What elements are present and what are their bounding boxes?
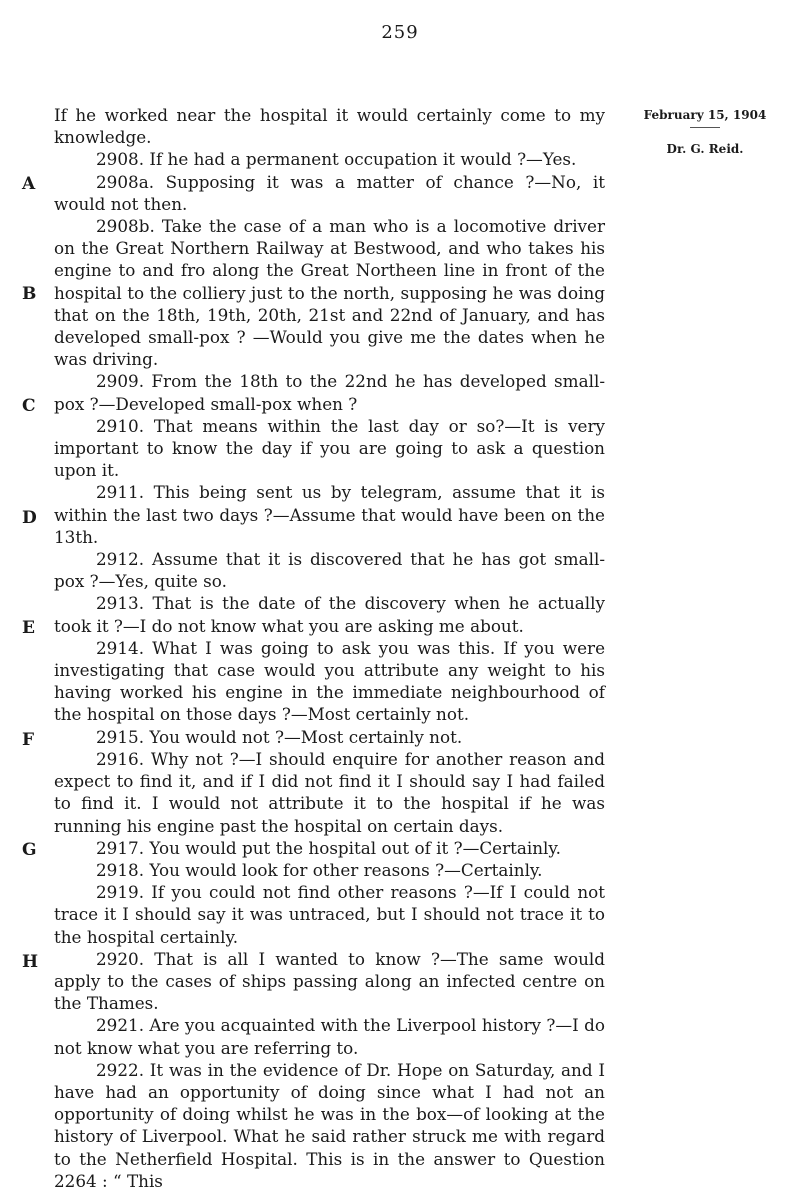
paragraph: 2911. This being sent us by telegram, assume that it is within the last two days ?—Assume that would have been on the 13th. xyxy=(54,482,605,547)
margin-letter-d: D xyxy=(22,508,37,528)
page-number: 259 xyxy=(381,22,419,43)
paragraph: 2914. What I was going to ask you was this. If you were investigating that case would you attribute any weight to his having worked his engine in the immediate neighbourhood of the hospital on those days ?—Most certainly not. xyxy=(54,637,605,725)
margin-letter-b: B xyxy=(22,284,37,304)
margin-letter-h: H xyxy=(22,952,39,972)
margin-letter-g: G xyxy=(22,840,37,860)
paragraph: 2917. You would put the hospital out of it ?—Certainly. xyxy=(96,837,562,858)
sidebar-divider xyxy=(690,127,720,128)
paragraph: 2916. Why not ?—I should enquire for another reason and expect to find it, and if I did not find it I should say I had failed to find it. I would not attribute it to the hospital if he was running his engine past the hospital on certain days. xyxy=(54,748,605,836)
paragraph: 2921. Are you acquainted with the Liverpool history ?—I do not know what you are referring to. xyxy=(54,1015,605,1058)
paragraph: 2920. That is all I wanted to know ?—The same would apply to the cases of ships passing along an infected centre on the Thames. xyxy=(54,948,605,1014)
paragraph: 2908. If he had a permanent occupation it would ?—Yes. xyxy=(96,149,577,170)
sidebar-date: February 15, 1904 xyxy=(643,108,767,122)
sidebar-witness: Dr. G. Reid. xyxy=(666,142,744,156)
paragraph: 2913. That is the date of the discovery when he actually took it ?—I do not know what you are asking me about. xyxy=(54,593,605,636)
paragraph: 2915. You would not ?—Most certainly not. xyxy=(96,726,463,747)
margin-letter-c: C xyxy=(22,396,36,416)
paragraph: 2922. It was in the evidence of Dr. Hope on Saturday, and I have had an opportunity of doing since what I had not an opportunity of doing whilst he was in the box—of looking at the history of Liverpool. What he said rather struck me with regard to the Netherfield Hospital. This is in the answer to Question 2264 : “ This xyxy=(54,1059,605,1191)
paragraph: 2918. You would look for other reasons ?—Certainly. xyxy=(96,859,543,880)
margin-letter-a: A xyxy=(22,174,36,194)
paragraph: 2908a. Supposing it was a matter of chance ?—No, it would not then. xyxy=(54,171,605,214)
paragraph: 2910. That means within the last day or so?—It is very important to know the day if you are going to ask a question upon it. xyxy=(54,415,605,481)
paragraph: 2919. If you could not find other reasons ?—If I could not trace it I should say it was untraced, but I should not trace it to the hospital certainly. xyxy=(54,882,605,947)
margin-letter-f: F xyxy=(22,730,35,750)
paragraph: If he worked near the hospital it would certainly come to my knowledge. xyxy=(54,105,605,148)
paragraph: 2909. From the 18th to the 22nd he has developed small-pox ?—Developed small-pox when ? xyxy=(54,371,605,414)
testimony-text xyxy=(54,104,605,1192)
margin-letter-e: E xyxy=(22,618,35,638)
paragraph: 2912. Assume that it is discovered that he has got small-pox ?—Yes, quite so. xyxy=(54,549,605,592)
paragraph: 2908b. Take the case of a man who is a locomotive driver on the Great Northern Railway at Bestwood, and who takes his engine to and fro along the Great Northeen line in front of the hospital to the colliery just to the north, supposing he was doing that on the 18th, 19th, 20th, 21st and 22nd of January, and has developed small-pox ? —Would you give me the dates when he was driving. xyxy=(54,216,605,370)
